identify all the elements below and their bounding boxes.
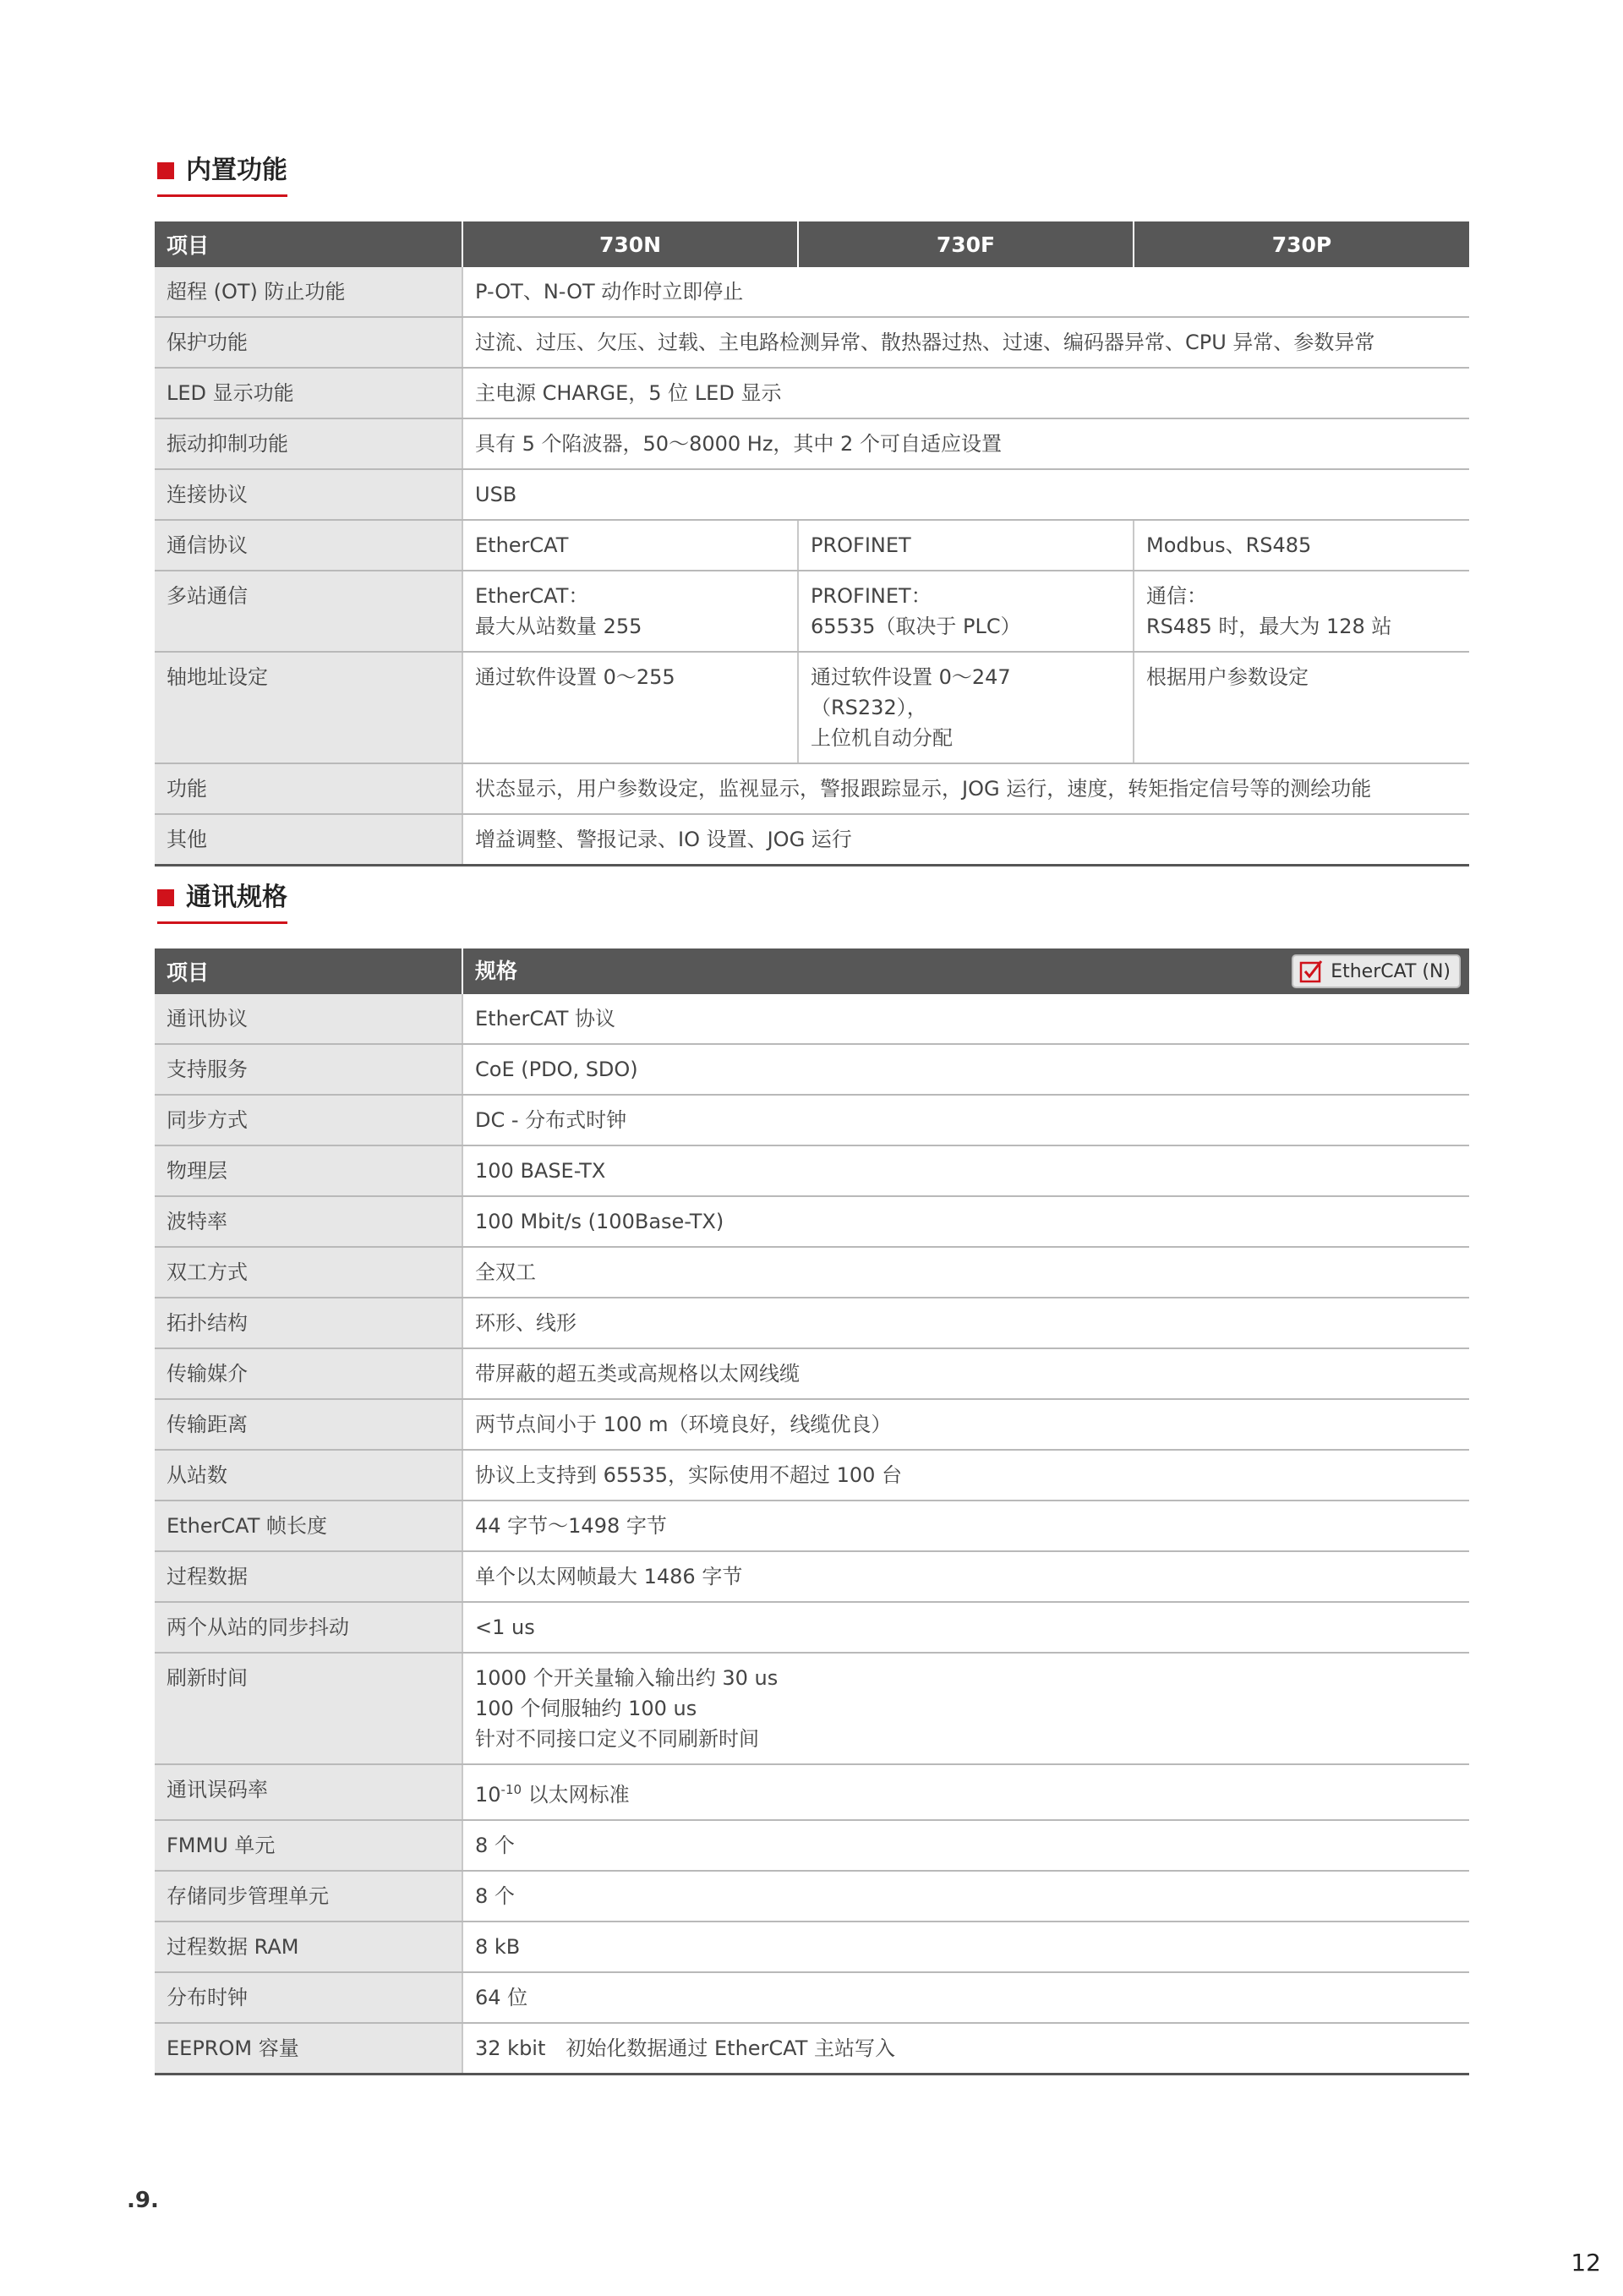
page-number: 12 <box>1571 2249 1601 2277</box>
section-title-text: 通讯规格 <box>186 883 287 912</box>
table-row <box>155 763 1469 814</box>
header-item: 项目 <box>155 948 462 994</box>
cell-730p: Modbus、RS485 <box>1134 520 1469 571</box>
table-row <box>155 1298 1469 1348</box>
row-label: 分布时钟 <box>155 1972 462 2023</box>
table-header-row <box>155 948 1469 994</box>
cell-line: 1000 个开关量输入输出约 30 us <box>475 1666 779 1690</box>
row-label: 连接协议 <box>155 469 462 520</box>
table-row <box>155 1653 1469 1764</box>
cell-730f: PROFINET <box>798 520 1134 571</box>
table-header-row <box>155 221 1469 267</box>
table-row <box>155 1399 1469 1450</box>
row-label: 波特率 <box>155 1196 462 1247</box>
row-value: 增益调整、警报记录、IO 设置、JOG 运行 <box>462 814 1469 866</box>
row-value: 44 字节～1498 字节 <box>462 1501 1469 1551</box>
table-row <box>155 1095 1469 1145</box>
row-value: <1 us <box>462 1602 1469 1653</box>
table-row <box>155 652 1469 763</box>
cell-730n <box>462 571 798 652</box>
cell-line: 最大从站数量 255 <box>475 615 642 638</box>
cell-line: 通信： <box>1146 584 1207 608</box>
checkbox-check-icon <box>1298 959 1324 984</box>
header-spec <box>462 948 1469 994</box>
table-row <box>155 1450 1469 1501</box>
row-value: 64 位 <box>462 1972 1469 2023</box>
row-value: 状态显示，用户参数设定，监视显示，警报跟踪显示，JOG 运行，速度，转矩指定信号等的测绘功能 <box>462 763 1469 814</box>
row-label: 两个从站的同步抖动 <box>155 1602 462 1653</box>
red-square-icon <box>157 162 174 179</box>
table-row <box>155 1922 1469 1972</box>
cell-line: RS485 时，最大为 128 站 <box>1146 615 1392 638</box>
cell-line: 针对不同接口定义不同刷新时间 <box>475 1727 759 1751</box>
row-value: 带屏蔽的超五类或高规格以太网线缆 <box>462 1348 1469 1399</box>
row-label: 传输媒介 <box>155 1348 462 1399</box>
value-base: 10 <box>475 1783 501 1807</box>
table-row <box>155 1501 1469 1551</box>
row-label: EtherCAT 帧长度 <box>155 1501 462 1551</box>
row-label: 同步方式 <box>155 1095 462 1145</box>
value-rest: 以太网标准 <box>522 1783 630 1807</box>
row-label: 通讯误码率 <box>155 1764 462 1820</box>
row-label: 传输距离 <box>155 1399 462 1450</box>
cell-line: 65535（取决于 PLC） <box>811 615 1021 638</box>
table-row <box>155 317 1469 368</box>
row-label: 过程数据 RAM <box>155 1922 462 1972</box>
section-title-text: 内置功能 <box>186 156 287 185</box>
row-value: 8 个 <box>462 1871 1469 1922</box>
row-label: LED 显示功能 <box>155 368 462 418</box>
cell-730n: 通过软件设置 0～255 <box>462 652 798 763</box>
row-value: P-OT、N-OT 动作时立即停止 <box>462 267 1469 317</box>
cell-line: 上位机自动分配 <box>811 726 953 750</box>
table-row <box>155 520 1469 571</box>
cell-730p: 根据用户参数设定 <box>1134 652 1469 763</box>
row-label: 刷新时间 <box>155 1653 462 1764</box>
cell-730p <box>1134 571 1469 652</box>
table-row <box>155 1871 1469 1922</box>
table-row <box>155 814 1469 866</box>
badge-label: EtherCAT (N) <box>1331 960 1451 982</box>
table-row <box>155 1820 1469 1871</box>
row-label: 从站数 <box>155 1450 462 1501</box>
table-row <box>155 1602 1469 1653</box>
comm-spec-table <box>155 948 1469 2075</box>
row-label: 其他 <box>155 814 462 866</box>
row-value: 全双工 <box>462 1247 1469 1298</box>
row-label: 物理层 <box>155 1145 462 1196</box>
row-label: 保护功能 <box>155 317 462 368</box>
builtin-functions-table <box>155 221 1469 866</box>
section-title-builtin <box>157 154 287 197</box>
table-row <box>155 1247 1469 1298</box>
red-square-icon <box>157 889 174 906</box>
cell-line: PROFINET： <box>811 584 932 608</box>
row-value: DC - 分布式时钟 <box>462 1095 1469 1145</box>
row-label: EEPROM 容量 <box>155 2023 462 2075</box>
table-row <box>155 267 1469 317</box>
table-row <box>155 1551 1469 1602</box>
row-label: 双工方式 <box>155 1247 462 1298</box>
row-value: 过流、过压、欠压、过载、主电路检测异常、散热器过热、过速、编码器异常、CPU 异常、参数异常 <box>462 317 1469 368</box>
cell-line: 100 个伺服轴约 100 us <box>475 1697 697 1720</box>
row-value: 8 个 <box>462 1820 1469 1871</box>
table-row <box>155 994 1469 1044</box>
row-label: 多站通信 <box>155 571 462 652</box>
header-spec-label: 规格 <box>475 959 518 983</box>
page-marker: .9. <box>127 2188 159 2213</box>
row-value: 两节点间小于 100 m（环境良好，线缆优良） <box>462 1399 1469 1450</box>
cell-line: EtherCAT： <box>475 584 589 608</box>
row-label: 存储同步管理单元 <box>155 1871 462 1922</box>
row-label: 功能 <box>155 763 462 814</box>
row-value: 单个以太网帧最大 1486 字节 <box>462 1551 1469 1602</box>
section-title-comm <box>157 881 287 924</box>
row-label: 通讯协议 <box>155 994 462 1044</box>
row-value <box>462 1764 1469 1820</box>
table-row <box>155 1044 1469 1095</box>
row-label: 拓扑结构 <box>155 1298 462 1348</box>
value-exponent: -10 <box>500 1782 522 1797</box>
table-row <box>155 469 1469 520</box>
table-row <box>155 571 1469 652</box>
table-row <box>155 418 1469 469</box>
table-row <box>155 2023 1469 2075</box>
row-value <box>462 1653 1469 1764</box>
row-label: FMMU 单元 <box>155 1820 462 1871</box>
row-label: 振动抑制功能 <box>155 418 462 469</box>
row-value: 100 Mbit/s (100Base-TX) <box>462 1196 1469 1247</box>
cell-730n: EtherCAT <box>462 520 798 571</box>
header-730f: 730F <box>798 221 1134 267</box>
header-item: 项目 <box>155 221 462 267</box>
row-value: 环形、线形 <box>462 1298 1469 1348</box>
row-label: 过程数据 <box>155 1551 462 1602</box>
cell-730f <box>798 571 1134 652</box>
row-label: 通信协议 <box>155 520 462 571</box>
row-value: CoE (PDO, SDO) <box>462 1044 1469 1095</box>
cell-line: 通过软件设置 0～247（RS232）， <box>811 665 1011 719</box>
row-label: 超程 (OT) 防止功能 <box>155 267 462 317</box>
row-value: 32 kbit 初始化数据通过 EtherCAT 主站写入 <box>462 2023 1469 2075</box>
row-label: 支持服务 <box>155 1044 462 1095</box>
table-row <box>155 1348 1469 1399</box>
table-row <box>155 1145 1469 1196</box>
header-730p: 730P <box>1134 221 1469 267</box>
row-value: 主电源 CHARGE，5 位 LED 显示 <box>462 368 1469 418</box>
row-value: EtherCAT 协议 <box>462 994 1469 1044</box>
row-value: 8 kB <box>462 1922 1469 1972</box>
row-value: 协议上支持到 65535，实际使用不超过 100 台 <box>462 1450 1469 1501</box>
row-value: 具有 5 个陷波器，50～8000 Hz，其中 2 个可自适应设置 <box>462 418 1469 469</box>
header-730n: 730N <box>462 221 798 267</box>
table-row <box>155 368 1469 418</box>
ethercat-badge <box>1292 954 1461 988</box>
cell-730f <box>798 652 1134 763</box>
row-value: 100 BASE-TX <box>462 1145 1469 1196</box>
row-value: USB <box>462 469 1469 520</box>
table-row <box>155 1972 1469 2023</box>
table-row <box>155 1764 1469 1820</box>
table-row <box>155 1196 1469 1247</box>
row-label: 轴地址设定 <box>155 652 462 763</box>
